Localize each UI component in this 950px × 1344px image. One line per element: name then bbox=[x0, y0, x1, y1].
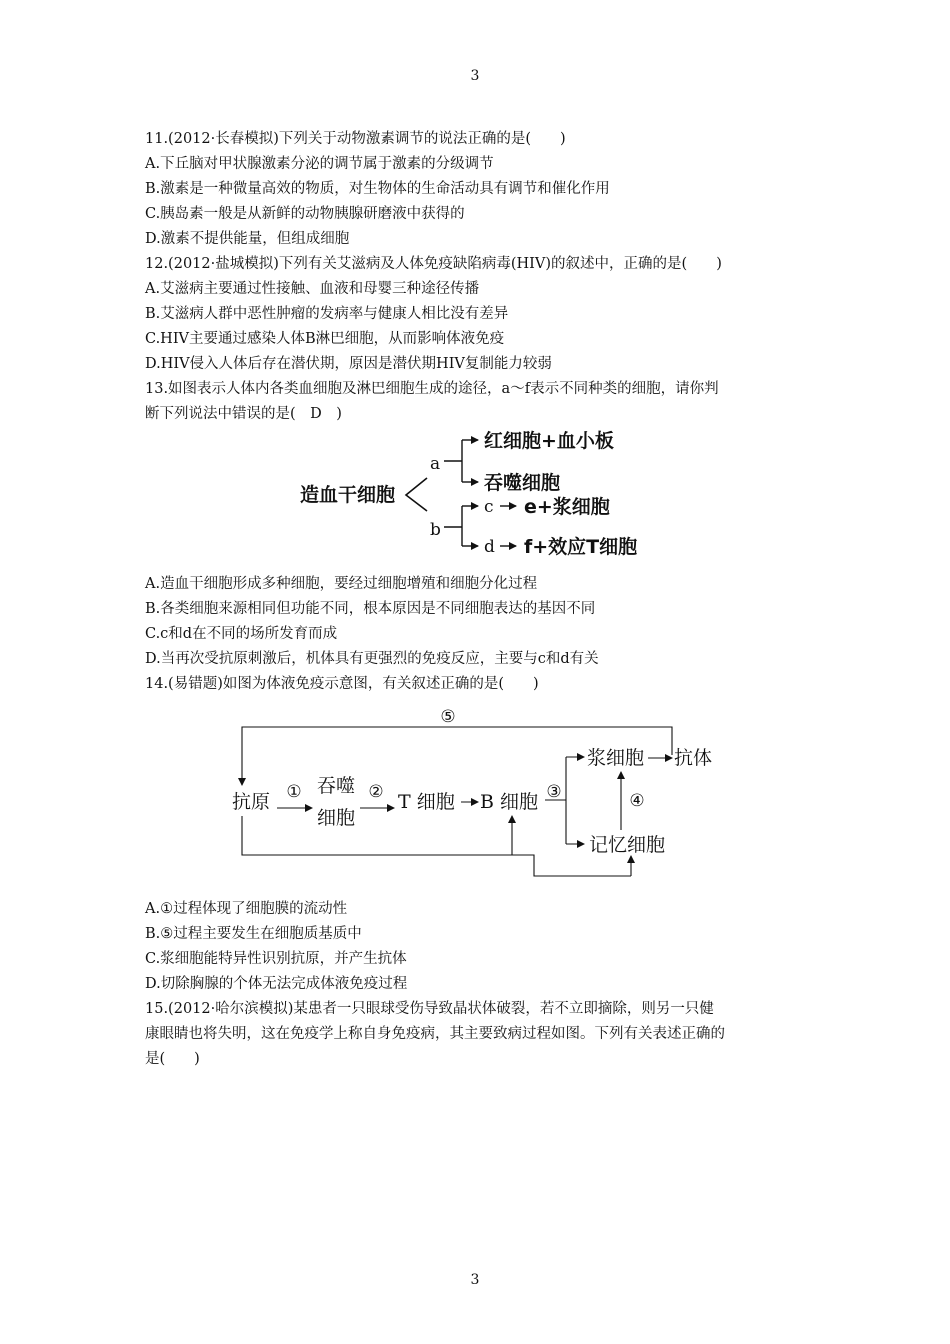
q14-memory-cell: 记忆细胞 bbox=[589, 834, 666, 856]
q14-option-a: A.①过程体现了细胞膜的流动性 bbox=[145, 901, 348, 917]
q13-label-c: c bbox=[484, 497, 494, 517]
q14-option-d: D.切除胸腺的个体无法完成体液免疫过程 bbox=[145, 976, 408, 992]
q12-option-c: C.HIV主要通过感染人体B淋巴细胞，从而影响体液免疫 bbox=[145, 331, 505, 347]
q15-stem-line3: 是( ) bbox=[145, 1051, 200, 1067]
q14-antigen-down-line bbox=[242, 816, 512, 855]
q14-option-b: B.⑤过程主要发生在细胞质基质中 bbox=[145, 926, 362, 942]
q11-option-d: D.激素不提供能量，但组成细胞 bbox=[145, 231, 350, 247]
q14-stem: 14.(易错题)如图为体液免疫示意图，有关叙述正确的是( ) bbox=[145, 676, 539, 692]
q11-option-c: C.胰岛素一般是从新鲜的动物胰腺研磨液中获得的 bbox=[145, 206, 465, 222]
q12-option-a: A.艾滋病主要通过性接触、血液和母婴三种途径传播 bbox=[145, 281, 480, 297]
q14-t-cell: T 细胞 bbox=[398, 791, 455, 813]
q14-phagocyte-line2: 细胞 bbox=[316, 807, 356, 829]
q14-antibody: 抗体 bbox=[674, 747, 713, 769]
q14-antigen: 抗原 bbox=[232, 791, 271, 813]
q12-option-b: B.艾滋病人群中恶性肿瘤的发病率与健康人相比没有差异 bbox=[145, 306, 509, 322]
q14-phagocyte-line1: 吞噬 bbox=[316, 775, 356, 797]
q14-step1: ① bbox=[286, 782, 302, 802]
q13-root-label: 造血干细胞 bbox=[300, 484, 396, 506]
q15-stem-line1: 15.(2012·哈尔滨模拟)某患者一只眼球受伤导致晶状体破裂，若不立即摘除，则另一只健 bbox=[145, 1001, 714, 1017]
q14-b-cell: B 细胞 bbox=[480, 791, 539, 813]
page-number-top: 3 bbox=[470, 68, 480, 84]
q15-stem-line2: 康眼睛也将失明，这在免疫学上称自身免疫病，其主要致病过程如图。下列有关表述正确的 bbox=[145, 1026, 725, 1042]
q14-step2: ② bbox=[368, 782, 384, 802]
q12-stem: 12.(2012·盐城模拟)下列有关艾滋病及人体免疫缺陷病毒(HIV)的叙述中，正确的是( ) bbox=[145, 256, 722, 272]
q13-d-out: f+效应T细胞 bbox=[524, 536, 638, 558]
q13-option-d: D.当再次受抗原刺激后，机体具有更强烈的免疫反应，主要与c和d有关 bbox=[145, 651, 599, 667]
q13-c-out: e+浆细胞 bbox=[524, 496, 610, 518]
q13-label-d: d bbox=[484, 537, 495, 557]
q13-option-b: B.各类细胞来源相同但功能不同，根本原因是不同细胞表达的基因不同 bbox=[145, 601, 596, 617]
q13-stem-line2: 断下列说法中错误的是( D ) bbox=[145, 406, 342, 422]
q11-option-b: B.激素是一种微量高效的物质，对生物体的生命活动具有调节和催化作用 bbox=[145, 181, 610, 197]
q12-option-d: D.HIV侵入人体后存在潜伏期，原因是潜伏期HIV复制能力较弱 bbox=[145, 356, 552, 372]
q13-label-a: a bbox=[430, 454, 441, 474]
q14-antigen-memory-line bbox=[512, 855, 631, 876]
q14-step4: ④ bbox=[629, 791, 645, 811]
q13-a-out1: 红细胞+血小板 bbox=[484, 430, 614, 452]
q14-step3: ③ bbox=[546, 782, 562, 802]
q13-option-a: A.造血干细胞形成多种细胞，要经过细胞增殖和细胞分化过程 bbox=[145, 576, 538, 592]
q14-plasma-cell: 浆细胞 bbox=[587, 747, 645, 769]
q13-stem-line1: 13.如图表示人体内各类血细胞及淋巴细胞生成的途径，a～f表示不同种类的细胞，请你判 bbox=[145, 381, 719, 397]
q13-label-b: b bbox=[430, 520, 441, 540]
page-number-bottom: 3 bbox=[470, 1272, 480, 1288]
q14-step5: ⑤ bbox=[440, 707, 456, 727]
q14-option-c: C.浆细胞能特异性识别抗原，并产生抗体 bbox=[145, 951, 407, 967]
q11-stem: 11.(2012·长春模拟)下列关于动物激素调节的说法正确的是( ) bbox=[145, 131, 566, 147]
q11-option-a: A.下丘脑对甲状腺激素分泌的调节属于激素的分级调节 bbox=[145, 156, 494, 172]
q13-option-c: C.c和d在不同的场所发育而成 bbox=[145, 626, 338, 642]
q13-a-out2: 吞噬细胞 bbox=[484, 472, 561, 494]
